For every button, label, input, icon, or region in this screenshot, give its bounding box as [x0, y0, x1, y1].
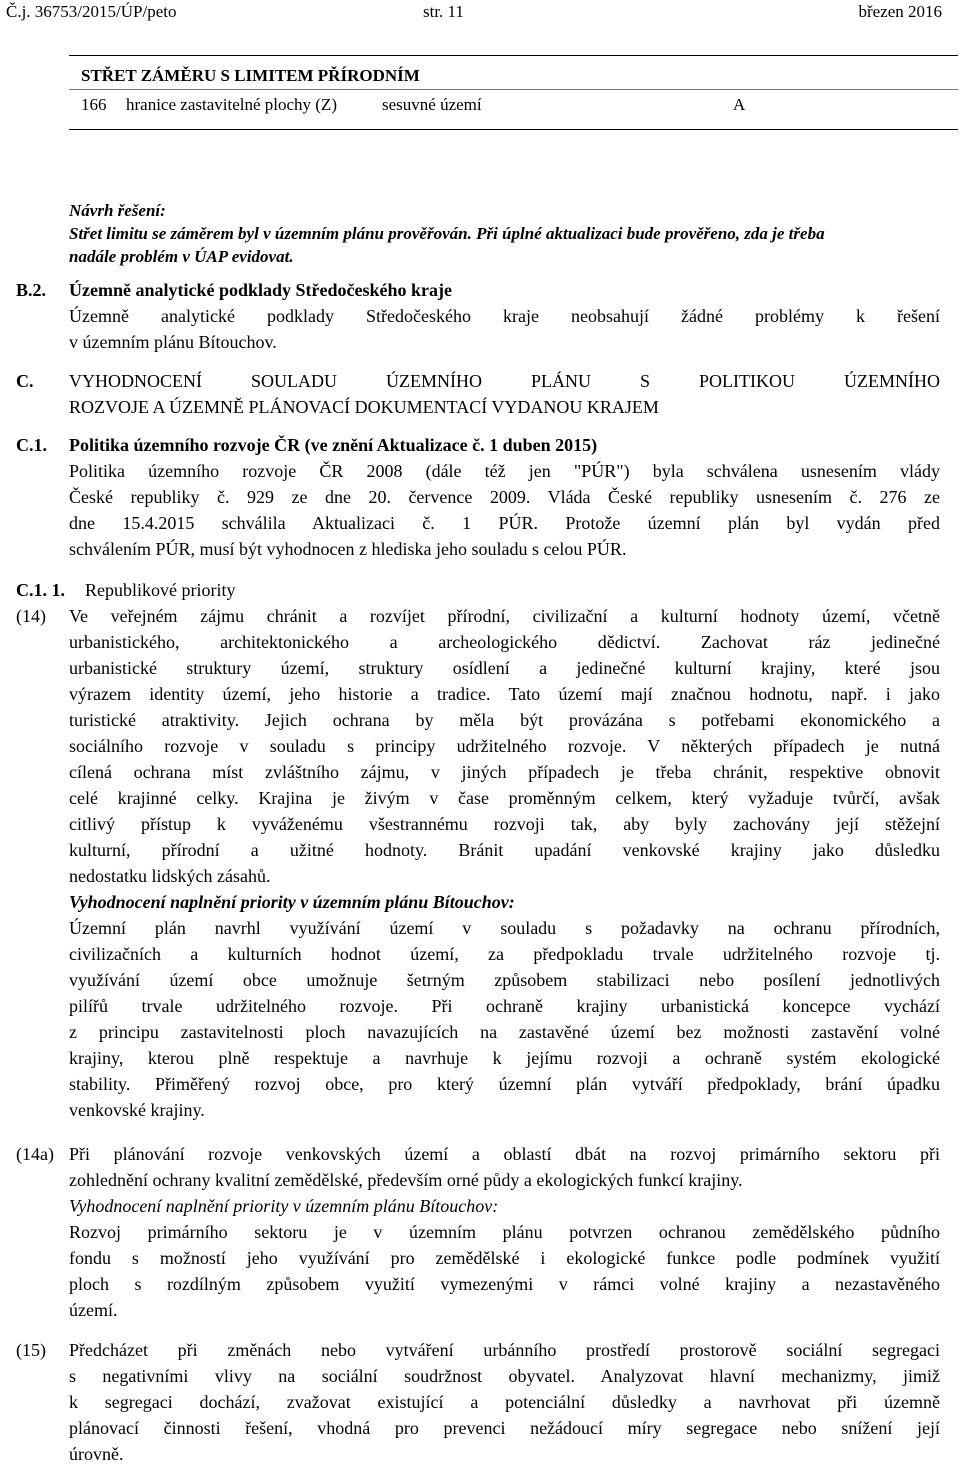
section-number: B.2.: [16, 280, 47, 300]
section-c11: [16, 577, 940, 603]
text-line: Ve veřejném zájmu chránit a rozvíjet přírodní, civilizační a kulturní hodnoty území, včetně: [69, 606, 940, 626]
evaluation-line: Územní plán navrhl využívání území v souladu s požadavky na ochranu přírodních,: [69, 918, 940, 938]
evaluation-line: využívání území obce umožnuje šetrným způsobem stabilizaci nebo posílení jednotlivých: [69, 970, 940, 990]
section-number: C.1. 1.: [16, 580, 65, 600]
text-line: dne 15.4.2015 schválila Aktualizaci č. 1 PÚR. Protože územní plán byl vydán před: [69, 513, 940, 533]
priority-number: (14a): [16, 1144, 54, 1164]
evaluation-line: fondu s možností jeho využívání pro zemědělské i ekologické funkce podle podmínek využití: [69, 1248, 940, 1268]
section-heading: Územně analytické podklady Středočeského kraje: [69, 280, 452, 300]
evaluation-line: Rozvoj primárního sektoru je v územním plánu potvrzen ochranou zemědělského půdního: [69, 1222, 940, 1242]
text-line: Politika územního rozvoje ČR 2008 (dále též jen "PÚR") byla schválena usnesením vlády: [69, 461, 940, 481]
section-body: [69, 303, 940, 355]
section-body: [69, 458, 940, 562]
text-line: Při plánování rozvoje venkovských území a oblastí dbát na rozvoj primárního sektoru při: [69, 1144, 940, 1164]
text-line: České republiky č. 929 ze dne 20. července 2009. Vláda České republiky usnesením č. 276 ze: [69, 487, 940, 507]
text-line: kulturní, přírodní a užitné hodnoty. Bránit upadání venkovské krajiny jako důsledku: [69, 840, 940, 860]
solution-line: Střet limitu se záměrem byl v územním plánu prověřován. Při úplné aktualizaci bude prověřeno, zda je třeba: [69, 224, 825, 243]
solution-proposal: [69, 199, 941, 268]
section-number: C.: [16, 371, 34, 391]
text-line: turistické atraktivity. Jejich ochrana by měla být provázána s potřebami ekonomického a: [69, 710, 940, 730]
text-line: Předcházet při změnách nebo vytváření urbánního prostředí prostorově sociální segregaci: [69, 1340, 940, 1360]
priority-number: (14): [16, 606, 46, 626]
text-line: k segregaci dochází, zvažovat existující a potenciální důsledky a navrhovat při územně: [69, 1392, 940, 1412]
limit-conflict-title: STŘET ZÁMĚRU S LIMITEM PŘÍRODNÍM: [81, 66, 420, 85]
evaluation-line: z principu zastavitelnosti ploch navazujících na zastavěné území bez možnosti zastavění volné: [69, 1022, 940, 1042]
section-heading: [69, 368, 940, 420]
text-line: výrazem identity území, jeho historie a tradice. Tato území mají značnou hodnotu, např. i jako: [69, 684, 940, 704]
text-line: úrovně.: [69, 1444, 124, 1464]
evaluation-line: krajiny, kterou plně respektuje a navrhuje k jejímu rozvoji a ochraně systém ekologické: [69, 1048, 940, 1068]
solution-line: nadále problém v ÚAP evidovat.: [69, 247, 294, 266]
table-divider: [69, 89, 958, 90]
text-line: schválením PÚR, musí být vyhodnocen z hlediska jeho souladu s celou PÚR.: [69, 539, 627, 559]
row-limit: sesuvné území: [382, 95, 482, 114]
row-type: hranice zastavitelné plochy (Z): [126, 95, 337, 114]
text-line: urbanistického, architektonického a archeologického dědictví. Zachovat ráz jedinečné: [69, 632, 940, 652]
evaluation-line: území.: [69, 1300, 118, 1320]
text-line: celé krajinné celky. Krajina je živým v čase proměnným celkem, který vyžaduje tvůrčí, avšak: [69, 788, 940, 808]
priority-text: [69, 1337, 940, 1467]
section-heading: Politika územního rozvoje ČR (ve znění Aktualizace č. 1 duben 2015): [69, 435, 598, 455]
text-line: sociálního rozvoje v souladu s principy udržitelného rozvoje. V některých případech je nutná: [69, 736, 940, 756]
evaluation-line: civilizačních a kulturních hodnot území, za předpokladu trvale udržitelného rozvoje tj.: [69, 944, 940, 964]
text-line: v územním plánu Bítouchov.: [69, 332, 277, 352]
text-line: cílená ochrana míst zvláštního zájmu, v jiných případech je třeba chránit, respektive obnovit: [69, 762, 940, 782]
evaluation-line: pilířů trvale udržitelného rozvoje. Při ochraně krajiny urbanistická koncepce vychází: [69, 996, 940, 1016]
evaluation-line: ploch s rozdílným způsobem využití vymezenými v rámci volné krajiny a nezastavěného: [69, 1274, 940, 1294]
evaluation-label: Vyhodnocení naplnění priority v územním plánu Bítouchov:: [69, 892, 515, 912]
evaluation-line: venkovské krajiny.: [69, 1100, 205, 1120]
document-reference: Č.j. 36753/2015/ÚP/peto: [6, 2, 177, 21]
section-b2: [16, 277, 940, 355]
priority-text: [69, 603, 940, 1123]
text-line: urbanistické struktury území, struktury osídlení a jedinečné kulturní krajiny, které jsou: [69, 658, 940, 678]
text-line: nedostatku lidských zásahů.: [69, 866, 271, 886]
heading-line: ROZVOJE A ÚZEMNĚ PLÁNOVACÍ DOKUMENTACÍ VYDANOU KRAJEM: [69, 397, 659, 417]
text-line: zohlednění ochrany kvalitní zemědělské, především orné půdy a ekologických funkcí krajiny.: [69, 1170, 743, 1190]
text-line: s negativními vlivy na sociální soudržnost obyvatel. Analyzovat hlavní mechanizmy, jimiž: [69, 1366, 940, 1386]
priority-text: [69, 1141, 940, 1323]
solution-label: Návrh řešení:: [69, 201, 166, 220]
text-line: Územně analytické podklady Středočeského kraje neobsahují žádné problémy k řešení: [69, 306, 940, 326]
limit-conflict-table: [69, 55, 958, 130]
document-date: březen 2016: [858, 2, 942, 21]
priority-14a: [16, 1141, 940, 1323]
priority-15: [16, 1337, 940, 1467]
row-id: 166: [81, 95, 107, 114]
page-number: str. 11: [423, 2, 464, 21]
section-c: [16, 368, 940, 420]
row-flag: A: [733, 95, 746, 114]
section-heading: Republikové priority: [85, 580, 236, 600]
section-c1: [16, 432, 940, 562]
section-number: C.1.: [16, 435, 47, 455]
priority-14: [16, 603, 940, 1123]
evaluation-label: Vyhodnocení naplnění priority v územním plánu Bítouchov:: [69, 1196, 499, 1216]
heading-line: VYHODNOCENÍ SOULADU ÚZEMNÍHO PLÁNU S POLITIKOU ÚZEMNÍHO: [69, 371, 940, 391]
evaluation-line: stability. Přiměřený rozvoj obce, pro který územní plán vytváří předpoklady, brání úpadku: [69, 1074, 940, 1094]
text-line: plánovací činnosti řešení, vhodná pro prevenci nežádoucí míry segregace nebo snížení její: [69, 1418, 940, 1438]
priority-number: (15): [16, 1340, 46, 1360]
text-line: citlivý přístup k vyváženému všestrannému rozvoji tak, aby byly zachovány její stěžejní: [69, 814, 940, 834]
